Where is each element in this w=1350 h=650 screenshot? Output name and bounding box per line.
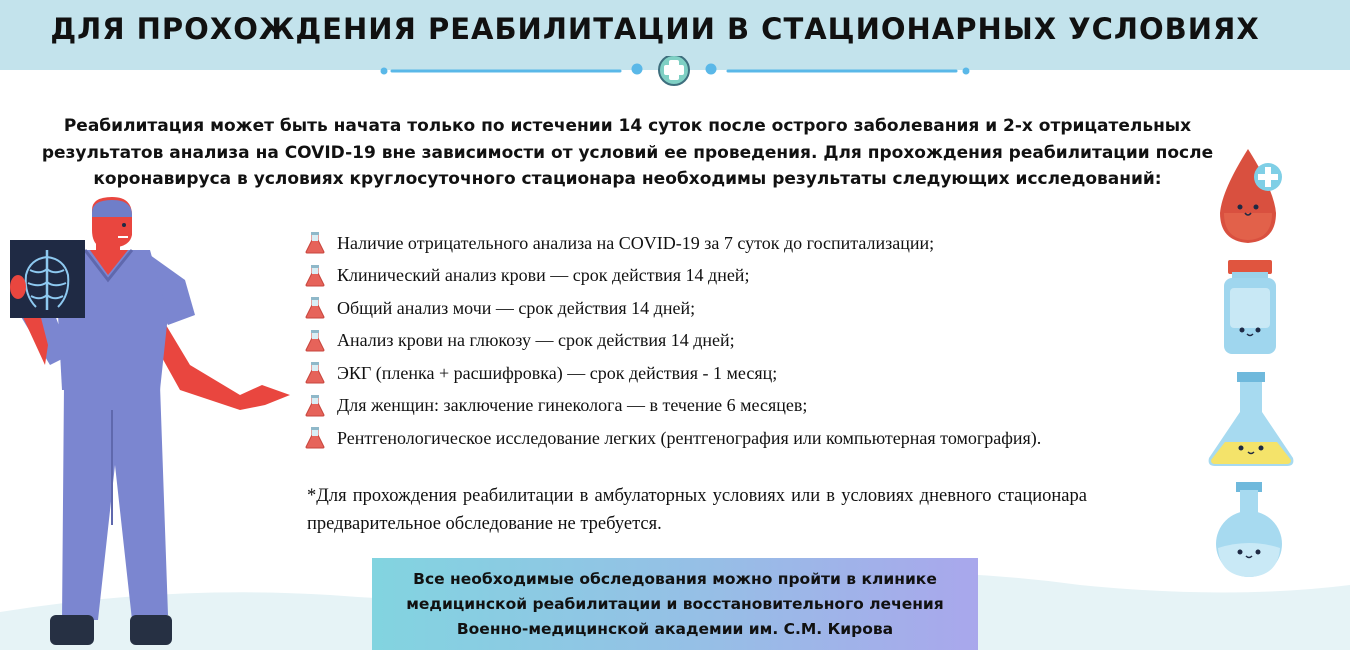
flask-icon [305, 395, 325, 417]
list-item [305, 292, 1041, 325]
intro-paragraph: Реабилитация может быть начата только по истечении 14 суток после острого заболевания и 2-х отрицательных результатов анализа на COVID-19 вне зависимости от условий ее проведения. Для прохождения реабилитации после коронавируса в условиях круглосуточного стационара необходимы результаты следующих исследований: [41, 116, 1214, 189]
requirement-text: Клинический анализ крови — срок действия 14 дней; [337, 265, 750, 286]
doctor-xray-illustration [0, 195, 300, 650]
requirement-text: ЭКГ (пленка + расшифровка) — срок действия - 1 месяц; [337, 362, 778, 383]
list-item [305, 227, 1041, 260]
requirement-text: Наличие отрицательного анализа на COVID-19 за 7 суток до госпитализации; [337, 232, 935, 253]
clinic-callout [372, 558, 978, 650]
requirement-text: Рентгенологическое исследование легких (рентгенография или компьютерная томография). [337, 427, 1042, 448]
callout-line: Военно-медицинской академии им. С.М. Кирова [456, 619, 894, 638]
page-title: ДЛЯ ПРОХОЖДЕНИЯ РЕАБИЛИТАЦИИ В СТАЦИОНАРНЫХ УСЛОВИЯХ [50, 12, 1260, 46]
requirements-list [305, 227, 1041, 455]
medical-cross-icon [659, 56, 689, 85]
flask-icon [305, 427, 325, 449]
title-divider [380, 56, 970, 88]
list-item [305, 357, 1041, 390]
round-flask-icon [1212, 480, 1286, 580]
clinic-callout-text [406, 567, 944, 642]
flask-icon [305, 232, 325, 254]
requirement-text: Для женщин: заключение гинеколога — в течение 6 месяцев; [337, 395, 808, 416]
flask-icon [305, 265, 325, 287]
flask-icon [305, 297, 325, 319]
medicine-bottle-icon [1222, 258, 1278, 356]
list-item [305, 390, 1041, 423]
footnote: *Для прохождения реабилитации в амбулаторных условиях или в условиях дневного стационара предварительное обследование не требуется. [307, 486, 1087, 534]
list-item [305, 325, 1041, 358]
callout-line: медицинской реабилитации и восстановительного лечения [406, 594, 944, 613]
requirement-text: Анализ крови на глюкозу — срок действия 14 дней; [337, 330, 735, 351]
list-item [305, 422, 1041, 455]
requirement-text: Общий анализ мочи — срок действия 14 дней; [337, 297, 696, 318]
conical-flask-icon [1205, 370, 1297, 468]
flask-icon [305, 330, 325, 352]
blood-drop-icon [1210, 145, 1290, 245]
list-item [305, 260, 1041, 293]
callout-line: Все необходимые обследования можно пройти в клинике [413, 569, 937, 588]
flask-icon [305, 362, 325, 384]
